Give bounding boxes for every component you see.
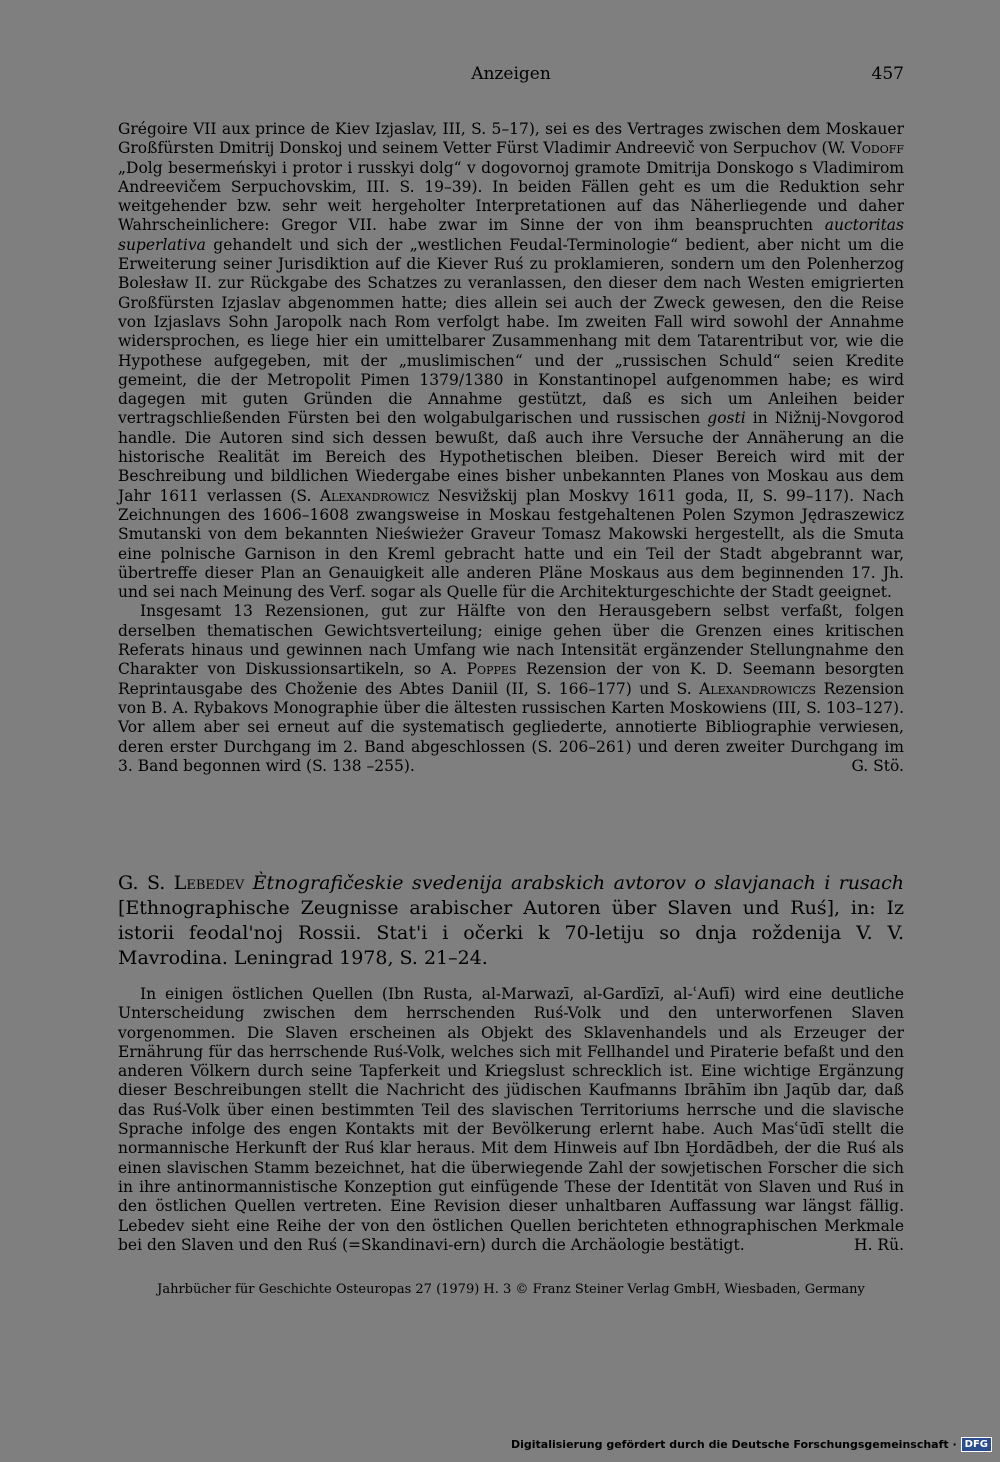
author-initials: G. S. [118, 872, 174, 894]
author-smallcaps: Alexandrowicz [319, 486, 430, 505]
work-citation: [Ethnographische Zeugnisse arabischer Autoren über Slaven und Ruś], in: Iz istorii feodal'noj Rossii. Stat'i i očerki k 70-letiju so dnja roždenija V. V. Mavrodina. Leningrad 1978, S. 21–24. [118, 897, 904, 969]
text-run: gehandelt und sich der „westlichen Feudal-Terminologie“ bedient, aber nicht um die Erweiterung seiner Jurisdiktion auf die Kiever Ruś zu proklamieren, sondern um den Polenherzog Bolesław II. zur Rückgabe des Schatzes zu veranlassen, den dieser dem nach Westen emigrierten Großfürsten Izjaslav abgenommen hatte; dies allein sei auch der Zweck gewesen, den die Reise von Izjaslavs Sohn Jaropolk nach Rom verfolgt habe. Im zweiten Fall wird sowohl der Annahme widersprochen, es liege hier ein umittelbarer Zusammenhang mit dem Tatarentribut vor, wie die Hypothese aufgegeben, mit der „muslimischen“ und der „russischen Schuld“ seien Kredite gemeint, die der Metropolit Pimen 1379/1380 in Konstantinopel aufgenommen habe; es wird dagegen mit guten Gründen die Annahme gestützt, daß es sich um Anleihen beider vertragschließenden Fürsten bei den wolgabulgarischen und russischen [118, 235, 904, 428]
text-run: in Nižnij-Novgorod handle. Die Autoren sind sich dessen bewußt, daß auch ihre Versuche der Annäherung an die historische Realität im Bereich des Hypothetischen bleiben. Dieser Bereich wird mit der Beschreibung und bildlichen Wiedergabe eines bisher unbekannten Planes von Moskau aus dem Jahr 1611 verlassen (S. [118, 409, 905, 505]
author-smallcaps: Alexandrowiczs [699, 679, 817, 698]
text-run: In einigen östlichen Quellen (Ibn Rusta, al-Marwazī, al-Gardīzī, al-ʿAufī) wird eine deutliche Unterscheidung zwischen dem herrschenden Ruś-Volk und den unterworfenen Slaven vorgenommen. Die Slaven erscheinen als Objekt des Sklavenhandels und als Erzeuger der Ernährung für das herrschende Ruś-Volk, welches sich mit Fellhandel und Piraterie befaßt und den anderen Völkern durch seine Tapferkeit und Kriegslust schrecklich ist. Eine wichtige Ergänzung dieser Beschreibungen stellt die Nachricht des jüdischen Kaufmanns Ibrāhīm ibn Jaqūb dar, daß das Ruś-Volk über einen bestimmten Teil des slavischen Territoriums herrsche und die slavische Sprache infolge des engen Kontakts mit der Bevölkerung erlernt habe. Auch Masʿūdī stellt die normannische Herkunft der Ruś klar heraus. Mit dem Hinweis auf Ibn Ḫordādbeh, der die Ruś als einen slavischen Stamm bezeichnet, hat die überwiegende Zahl der sowjetischen Forscher die sich in ihre antinormannistische Konzeption gut einfügende These der Identität von Slaven und Ruś in den östlichen Quellen vertreten. Eine Revision dieser unhaltbaren Auffassung war längst fällig. Lebedev sieht eine Reihe der von den östlichen Quellen berichteten ethnographischen Merkmale bei den Slaven und den Ruś (=Skandinavi-ern) durch die Archäologie bestätigt. [118, 985, 904, 1254]
digitization-notice [511, 1437, 992, 1452]
work-title: Ètnografičeskie svedenija arabskich avtorov o slavjanach i rusach [244, 872, 904, 894]
reviewer-signature: H. Rü. [854, 1235, 904, 1254]
author-smallcaps: Poppes [466, 660, 517, 679]
running-title: Anzeigen [471, 64, 551, 84]
page-number: 457 [871, 64, 904, 84]
review1-paragraph-1 [118, 120, 904, 602]
running-head [118, 64, 904, 88]
text-run: Rezension von B. A. Rybakovs Monographie über die ältesten russischen Karten Moskowiens (III, S. 103–127). Vor allem aber sei erneut auf die systematisch gegliederte, annotierte Bibliographie verwiesen, deren erster Durchgang im 2. Band abgeschlossen (S. 206–261) und deren zweiter Durchgang im 3. Band begonnen wird (S. 138 –255). [118, 679, 904, 775]
digitization-text: Digitalisierung gefördert durch die Deutsche Forschungsgemeinschaft · [510, 1438, 957, 1451]
author-smallcaps: Vodoff [850, 139, 904, 158]
text-run: Insgesamt 13 Rezensionen, gut zur Hälfte von den Herausgebern selbst verfaßt, folgen derselben thematischen Gewichtsverteilung; einige gehen über die Grenzen eines kritischen Referats hinaus und gewinnen nach Umfang wie nach Intensität ergänzender Stellungnahme den Charakter von Diskussionsartikeln, so A. [118, 602, 904, 679]
text-run: Grégoire VII aux prince de Kiev Izjaslav, III, S. 5–17), sei es des Vertrages zwischen dem Moskauer Großfürsten Dmitrij Donskoj und seinem Vetter Fürst Vladimir Andreevič von Serpuchov (W. [118, 120, 904, 158]
author-name: Lebedev [173, 872, 245, 894]
journal-footer: Jahrbücher für Geschichte Osteuropas 27 (1979) H. 3 © Franz Steiner Verlag GmbH, Wiesbaden, Germany [157, 1282, 865, 1297]
italic-term: auctoritas superlativa [118, 216, 904, 254]
review1-paragraph-2 [118, 602, 904, 776]
review2-paragraph [118, 985, 904, 1255]
review-heading [118, 871, 904, 971]
text-run: Nesvižskij plan Moskvy 1611 goda, II, S. 99–117). Nach Zeichnungen des 1606–1608 zwangsweise in Moskau festgehaltenen Polen Szymon Jędraszewicz Smutanski von dem bekannten Nieświeżer Graveur Tomasz Makowski hergestellt, als die Smuta eine polnische Garnison in den Kreml gebracht hatte und ein Teil der Stadt abgebrannt war, übertreffe dieser Plan an Genauigkeit alle anderen Pläne Moskaus aus dem beginnenden 17. Jh. und sei nach Meinung des Verf. sogar als Quelle für die Architekturgeschichte der Stadt geeignet. [118, 486, 904, 602]
italic-term: gosti [707, 409, 746, 428]
text-run: „Dolg besermeńskyi i protor i russkyi dolg“ v dogovornoj gramote Dmitrija Donskogo s Vladimirom Andreevičem Serpuchovskim, III. S. 19–39). In beiden Fällen geht es um die Reduktion sehr weitgehender bzw. sehr weit hergeholter Interpretationen auf das Näherliegende und daher Wahrscheinlichere: Gregor VII. habe zwar im Sinne der von ihm beanspruchten [118, 158, 904, 235]
text-run: Rezension der von K. D. Seemann besorgten Reprintausgabe des Choženie des Abtes Daniil (II, S. 166–177) und S. [118, 660, 905, 698]
review-continuation [118, 120, 904, 776]
dfg-logo-icon: DFG [961, 1437, 992, 1452]
reviewer-signature: G. Stö. [851, 756, 904, 775]
review-body [118, 985, 904, 1255]
